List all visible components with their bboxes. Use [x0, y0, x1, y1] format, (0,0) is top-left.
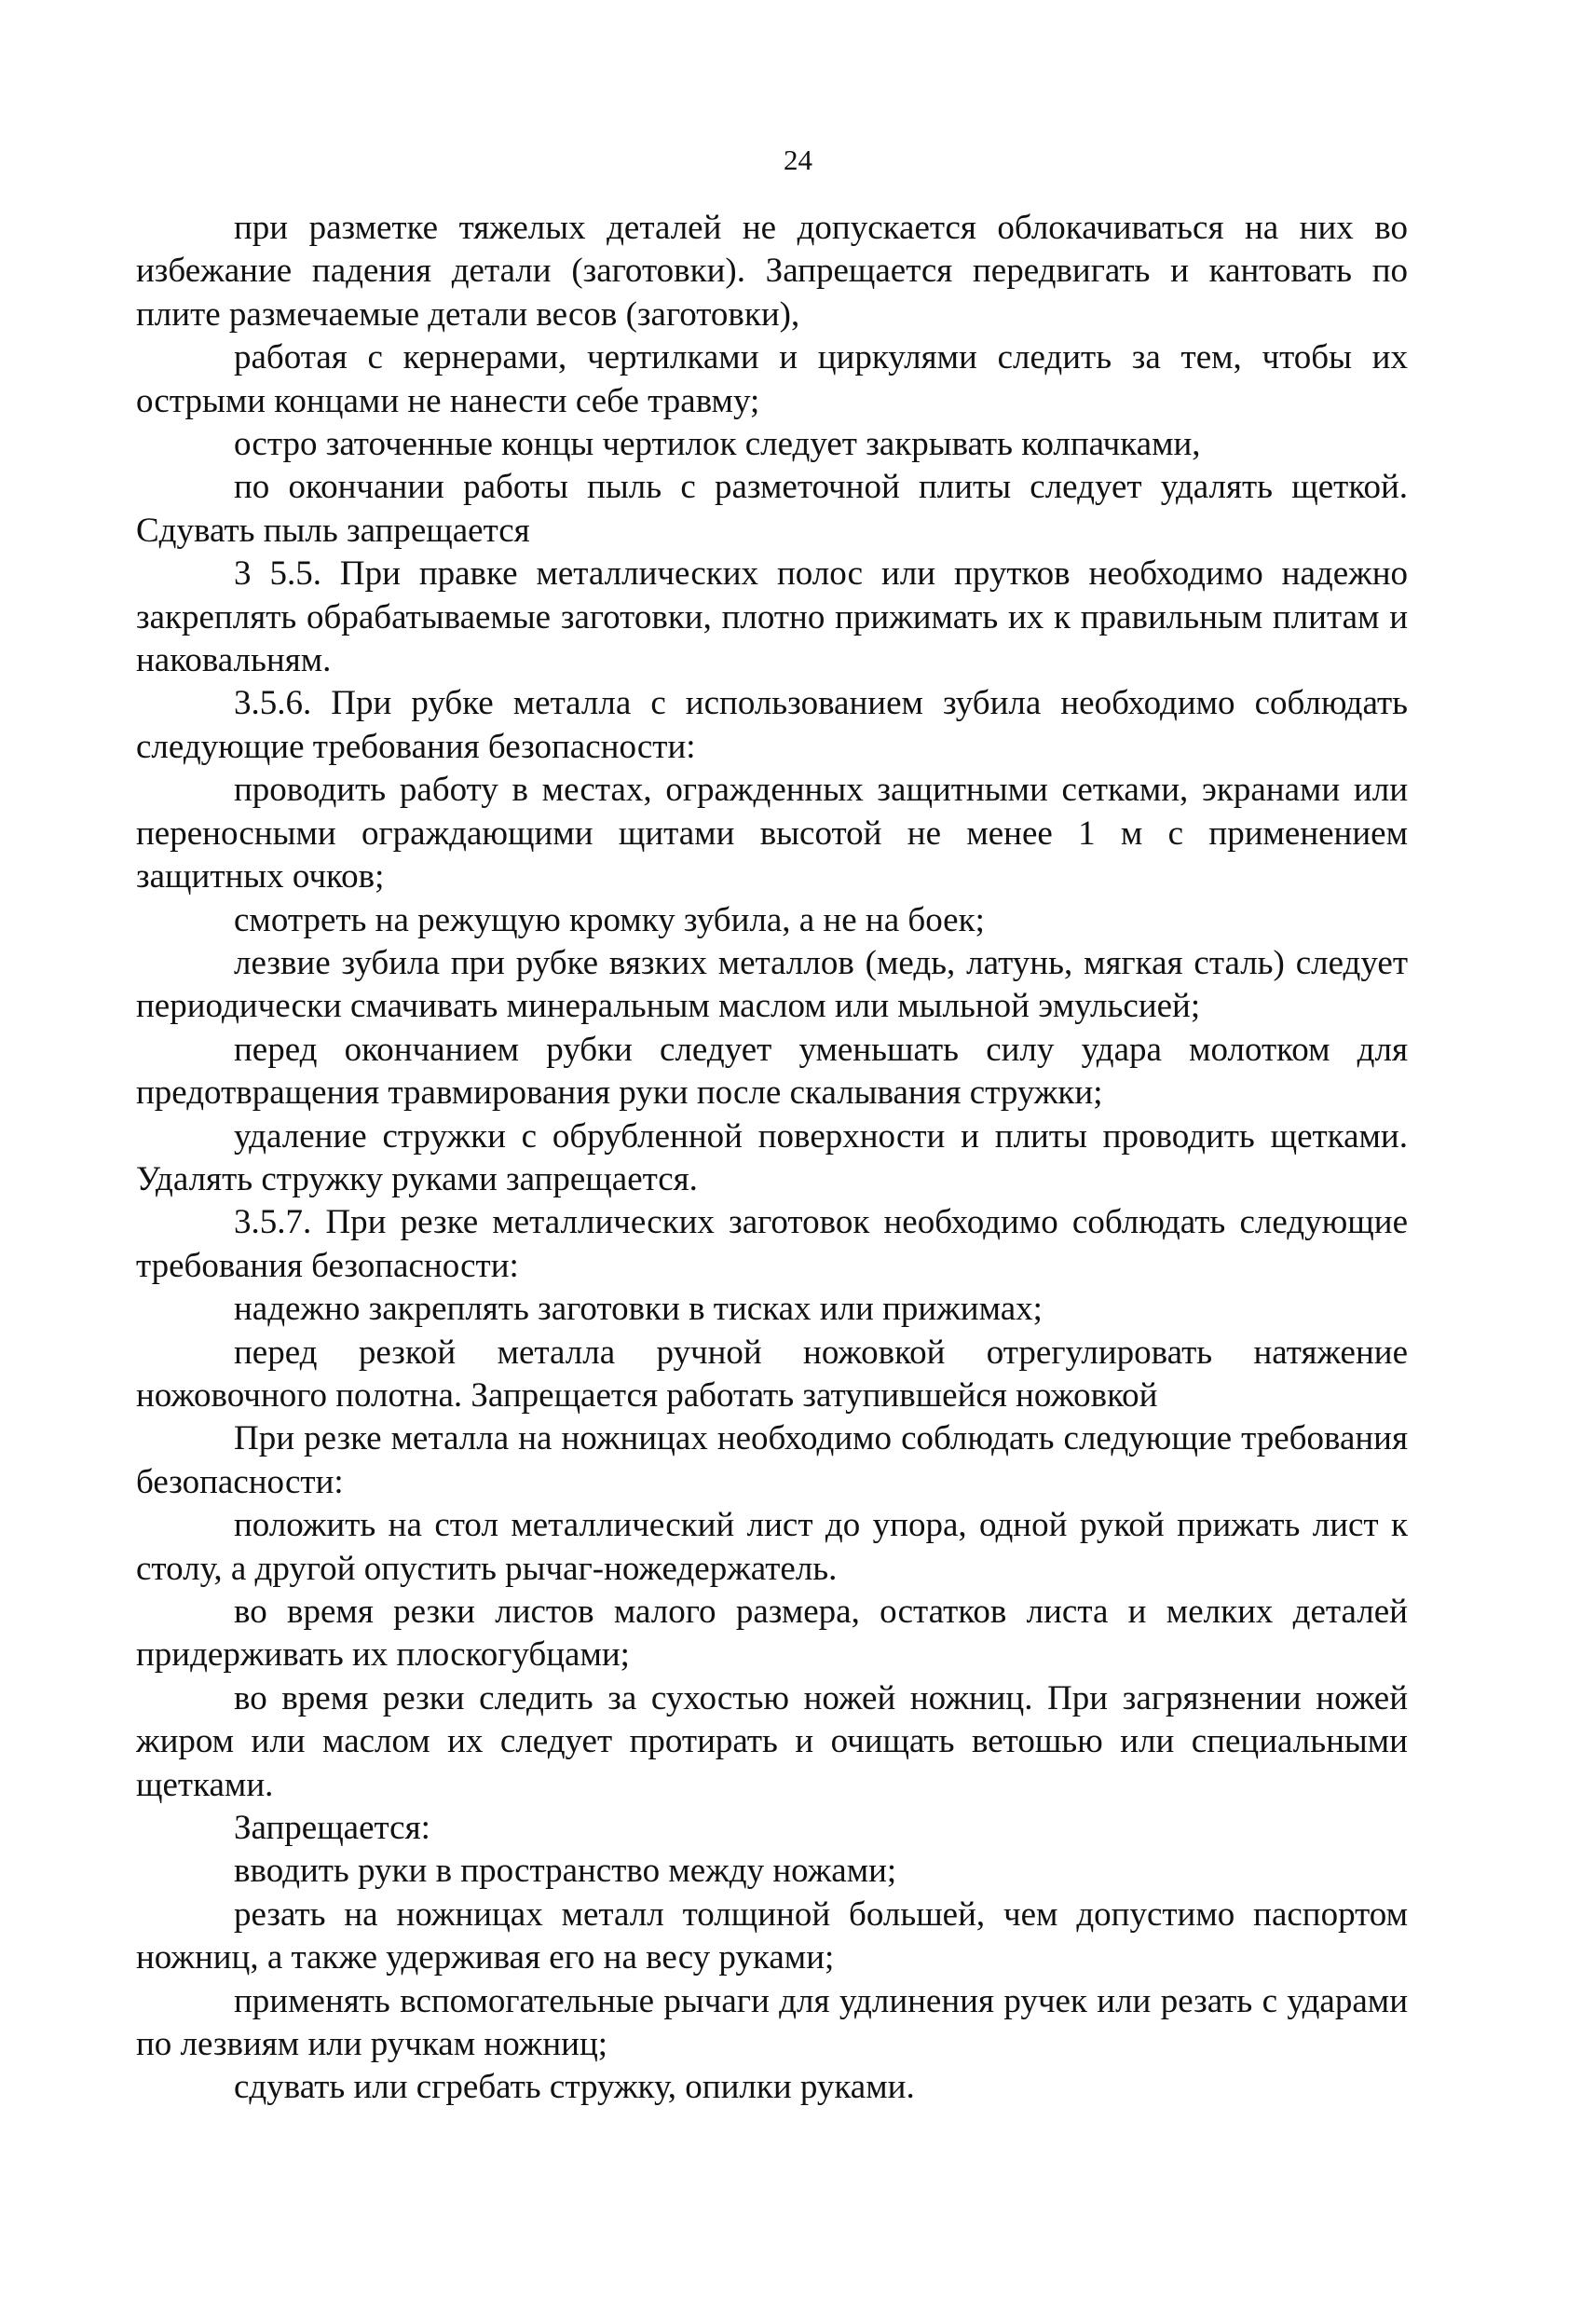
paragraph-cutting-edge: смотреть на режущую кромку зубила, а не на боек; [234, 900, 985, 939]
paragraph-dust-removal: по окончании работы пыль с разметочной плиты следует удалять щеткой. Сдувать пыль запрещается [136, 468, 1408, 550]
paragraph-3-5-5: 3 5.5. При правке металлических полос или прутков необходимо надежно закреплять обрабатываемые заготовки, плотно прижимать их к правильным плитам и наковальням. [136, 554, 1408, 680]
paragraph-scriber-caps: остро заточенные концы чертилок следует закрывать колпачками, [234, 425, 1201, 464]
paragraph-prohibited-heading: Запрещается: [234, 1809, 430, 1848]
paragraph-3-5-7: 3.5.7. При резке металлических заготовок необходимо соблюдать следующие требования безопасности: [136, 1203, 1408, 1285]
paragraph-no-hands-between-blades: вводить руки в пространство между ножами; [234, 1852, 897, 1891]
paragraph-shears-requirements: При резке металла на ножницах необходимо соблюдать следующие требования безопасности: [136, 1419, 1408, 1501]
paragraph-dry-blades: во время резки следить за сухостью ножей ножниц. При загрязнении ножей жиром или маслом их следует протирать и очищать ветошью или специальными щетками. [136, 1678, 1408, 1804]
paragraph-protected-areas: проводить работу в местах, огражденных защитными сетками, экранами или переносными ограждающими щитами высотой не менее 1 м с применением защитных очков; [136, 771, 1408, 896]
paragraph-3-5-6: 3.5.6. При рубке металла с использованием зубила необходимо соблюдать следующие требования безопасности: [136, 684, 1408, 766]
paragraph-vise-clamping: надежно закреплять заготовки в тисках или прижимах; [234, 1290, 1043, 1329]
paragraph-hacksaw: перед резкой металла ручной ножовкой отрегулировать натяжение ножовочного полотна. Запрещается работать затупившейся ножовкой [136, 1333, 1408, 1415]
paragraph-chip-removal: удаление стружки с обрубленной поверхности и плиты проводить щетками. Удалять стружку руками запрещается. [136, 1116, 1408, 1198]
paragraph-chisel-lubrication: лезвие зубила при рубке вязких металлов (медь, латунь, мягкая сталь) следует периодически смачивать минеральным маслом или мыльной эмульсией; [136, 943, 1408, 1026]
paragraph-thickness-limit: резать на ножницах металл толщиной большей, чем допустимо паспортом ножниц, а также удерживая его на весу руками; [136, 1895, 1408, 1977]
paragraph-sheet-placement: положить на стол металлический лист до упора, одной рукой прижать лист к столу, а другой опустить рычаг-ножедержатель. [136, 1506, 1408, 1588]
paragraph-small-parts: во время резки листов малого размера, остатков листа и мелких деталей придерживать их плоскогубцами; [136, 1593, 1408, 1675]
page-number: 24 [784, 144, 812, 176]
paragraph-reduce-force: перед окончанием рубки следует уменьшать силу удара молотком для предотвращения травмирования руки после скалывания стружки; [136, 1030, 1408, 1113]
paragraph-heavy-parts-marking: при разметке тяжелых деталей не допускается облокачиваться на них во избежание падения детали (заготовки). Запрещается передвигать и кантовать по плите размечаемые детали весов (заготовки), [136, 209, 1408, 334]
body-text [136, 207, 1408, 2110]
paragraph-punches-scribers: работая с кернерами, чертилками и циркулями следить за тем, чтобы их острыми концами не нанести себе травму; [136, 338, 1408, 420]
paragraph-auxiliary-levers: применять вспомогательные рычаги для удлинения ручек или резать с ударами по лезвиям или ручкам ножниц; [136, 1981, 1408, 2064]
paragraph-no-blowing-chips: сдувать или сгребать стружку, опилки руками. [234, 2068, 915, 2107]
